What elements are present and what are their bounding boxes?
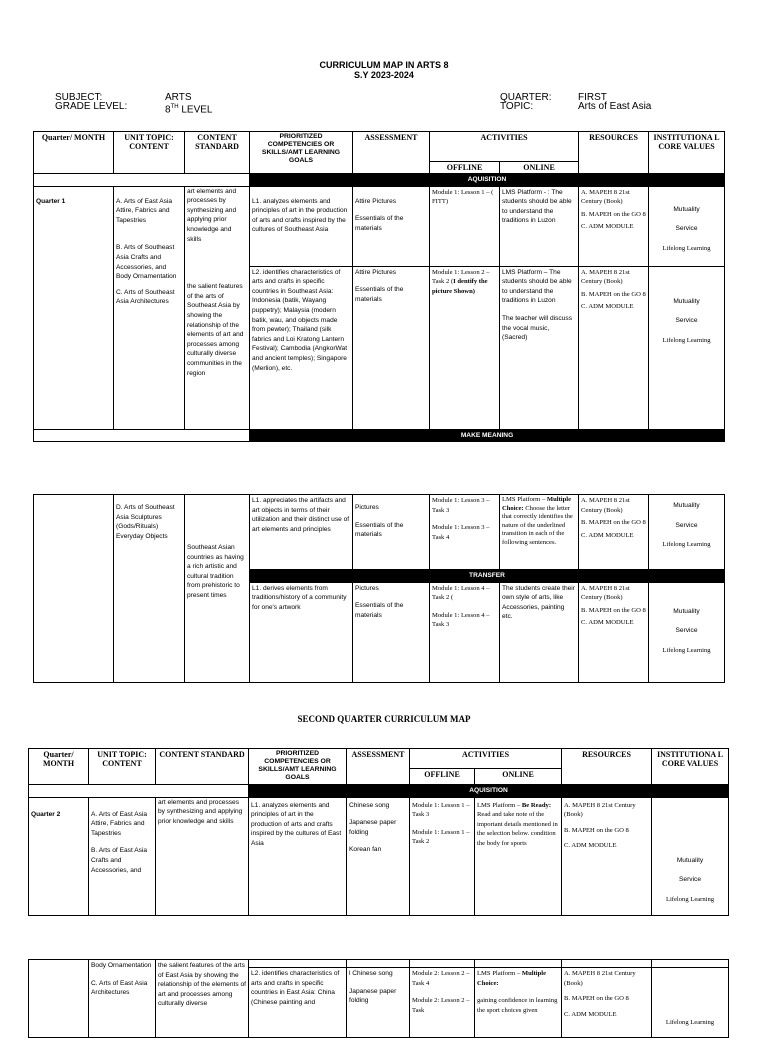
q1-online-1: LMS Platform - : The students should be able to understand the traditions in Luzon	[500, 186, 579, 266]
q1b-comp-1: L1. appreciates the artifacts and art objects in terms of their utilization and their distinct use of art elements and principles	[250, 495, 353, 570]
col-activities: ACTIVITIES	[430, 132, 579, 162]
res-a: A. MAPEH 8 21st Century (Book)	[581, 268, 630, 286]
q1-standard-b: the salient features of the arts of Southeast Asia by showing the relationship of the elements of art and processes among culturally diverse communities in the region	[187, 283, 244, 377]
subject-label: SUBJECT:	[55, 92, 103, 103]
col-resources: RESOURCES	[562, 749, 652, 785]
q1-standard-cell	[185, 186, 250, 429]
q1-assess-1b: Essentials of the materials	[355, 215, 404, 232]
q2-comp-1: L1. analyzes elements and principles of art in the production of arts and crafts inspired by the cultures of East Asia	[249, 797, 347, 916]
q1b-unit-d: D. Arts of Southeast Asia Sculptures (Gods/Rituals) Everyday Objects	[114, 495, 185, 683]
q1b-assess-2	[353, 582, 430, 682]
col-values: INSTITUTIONA L CORE VALUES	[649, 132, 725, 174]
value-mutuality: Mutuality	[676, 856, 704, 864]
q1b-offline-2b: Module 1: Lesson 4 – Task 3	[432, 611, 490, 629]
value-lifelong: Lifelong Learning	[662, 541, 711, 549]
q1-quarter: Quarter 1	[34, 186, 114, 429]
res-c: C. ADM MODULE	[581, 619, 634, 627]
res-b: B. MAPEH on the GO 8	[581, 290, 646, 298]
q1b-standard: Southeast Asian countries as having a rich artistic and cultural tradition from prehistoric to present times	[185, 495, 250, 683]
q1-resources-1	[579, 186, 649, 266]
grade-label: GRADE LEVEL:	[55, 101, 128, 112]
band-make-meaning: MAKE MEANING	[250, 429, 725, 442]
q2-assess-a: Chinese song	[349, 801, 390, 809]
q1b-offline-1b: Module 1: Lesson 3 – Task 4	[432, 524, 490, 541]
value-service: Service	[675, 521, 698, 529]
value-mutuality: Mutuality	[673, 205, 700, 213]
q1b-assess-2b: Essentials of the materials	[355, 602, 404, 619]
col-activities: ACTIVITIES	[410, 749, 562, 769]
q2b-unit-b: C. Arts of East Asia Architectures	[91, 979, 148, 997]
second-quarter-title: SECOND QUARTER CURRICULUM MAP	[297, 714, 471, 724]
q1b-comp-2: L1. derives elements from traditions/history of a community for one's artwork	[250, 582, 353, 682]
q1-assess-1	[353, 186, 430, 266]
res-a: A. MAPEH 8 21st Century (Book)	[564, 970, 636, 987]
q1b-offline-1	[430, 495, 500, 570]
q2-unit-cell	[89, 797, 156, 916]
q1b-online-1: LMS Platform – Multiple Choice: Choose the letter that correctly identifies the nature of the underlined transition in each of the following sentences.	[500, 495, 579, 570]
q1-assess-2	[353, 266, 430, 429]
quarter-value: FIRST	[578, 92, 607, 103]
subject-value: ARTS	[165, 92, 192, 103]
res-b: B. MAPEH on the GO 8	[564, 826, 629, 834]
q1-standard-a: art elements and processes by synthesizing and applying prior knowledge and skills	[187, 187, 237, 243]
q1-unit-a: A. Arts of East Asia Attire, Fabrics and Tapestries	[116, 197, 173, 224]
q1b-values-1	[649, 495, 725, 570]
value-lifelong: Lifelong Learning	[662, 244, 711, 252]
q2b-standard: the salient features of the arts of East Asia by showing the relationship of the elements of art and processes among culturally diverse	[156, 960, 249, 1038]
q1-resources-2	[579, 266, 649, 429]
q1b-offline-1a: Module 1: Lesson 3 – Task 3	[432, 497, 490, 514]
res-b: B. MAPEH on the GO 8	[564, 995, 629, 1003]
q2b-online-c: gaining confidence in learning the sport choices given	[477, 997, 558, 1014]
q2b-offline-b: Module 2: Lesson 2 – Task	[412, 997, 470, 1014]
q2-offline	[410, 797, 475, 916]
col-standard: CONTENT STANDARD	[156, 749, 249, 785]
q1-comp-2: L2. identifies characteristics of arts and crafts in specific countries in Southeast Asia: Indonesia (batik, Wayang puppetry); Malaysia (modern batik, wau, and objects made from pewter); Thailand (silk fabrics and Loi Kratong Lantern Festival); Cambodia (AngkorWat and ancient temples); Singapore (Merlion), etc.	[250, 266, 353, 429]
q2b-quarter	[29, 960, 89, 1038]
value-service: Service	[675, 627, 698, 635]
res-b: B. MAPEH on the GO 8	[581, 606, 646, 614]
col-competencies: PRIORITIZED COMPETENCIES OR SKILLS/AMT LEARNING GOALS	[249, 749, 347, 785]
topic-label: TOPIC:	[500, 101, 534, 112]
band-aquisition: AQUISITION	[250, 174, 725, 187]
col-assessment: ASSESSMENT	[353, 132, 430, 174]
q2b-resources	[562, 968, 652, 1038]
res-a: A. MAPEH 8 21st Century (Book)	[581, 497, 630, 514]
col-resources: RESOURCES	[579, 132, 649, 174]
q2b-unit-cell	[89, 960, 156, 1038]
band-aquisition: AQUISITION	[249, 785, 729, 798]
q2b-assess-a: l Chinese song	[349, 970, 393, 977]
q2-resources	[562, 797, 652, 916]
q1-offline-1: Module 1: Lesson 1 – ( FITT)	[430, 186, 500, 266]
col-offline: OFFLINE	[430, 162, 500, 174]
q1-unit-cell	[114, 186, 185, 429]
q2-offline-b: Module 1: Lesson 1 – Task 2	[412, 828, 470, 846]
col-offline: OFFLINE	[410, 769, 475, 785]
q1-assess-1a: Attire Pictures	[355, 197, 397, 205]
col-standard: CONTENT STANDARD	[185, 132, 250, 174]
q1b-curriculum-table	[33, 494, 725, 683]
res-c: C. ADM MODULE	[581, 223, 634, 231]
value-lifelong: Lifelong Learning	[665, 895, 715, 903]
q1-offline-2: Module 1: Lesson 2 – Task 2 (I dentify the picture Shown)	[430, 266, 500, 429]
res-c: C. ADM MODULE	[564, 1010, 617, 1018]
grade-value: 8TH LEVEL	[165, 104, 213, 116]
q1-unit-c: C. Arts of Southeast Asia Architectures	[116, 288, 175, 306]
q1b-offline-2a: Module 1: Lesson 4 – Task 2 (	[432, 584, 490, 602]
q1b-resources-2	[579, 582, 649, 682]
q1-online-2b: The teacher will discuss the vocal music, (Sacred)	[502, 314, 572, 342]
q1-online-2	[500, 266, 579, 429]
q1-assess-2a: Attire Pictures	[355, 268, 397, 276]
col-online: ONLINE	[475, 769, 562, 785]
col-competencies: PRIORITIZED COMPETENCIES OR SKILLS/AMT LEARNING GOALS	[250, 132, 353, 174]
q1-online-2a: LMS Platform – The students should be able to understand the traditions in Luzon	[502, 268, 572, 305]
res-c: C. ADM MODULE	[581, 531, 634, 539]
q2b-offline	[410, 968, 475, 1038]
res-b: B. MAPEH on the GO 8	[581, 519, 646, 527]
q2b-assess-b: Japanese paper folding	[349, 987, 397, 1005]
q2-assess	[347, 797, 410, 916]
col-quarter: Quarter/ MONTH	[29, 749, 89, 785]
value-service: Service	[675, 317, 698, 325]
res-a: A. MAPEH 8 21st Century (Book)	[581, 188, 630, 206]
col-unit: UNIT TOPIC: CONTENT	[114, 132, 185, 174]
res-a: A. MAPEH 8 21st Century (Book)	[564, 801, 636, 819]
q1b-values-2	[649, 582, 725, 682]
value-service: Service	[675, 225, 698, 233]
q2-unit-b: B. Arts of East Asia Crafts and Accessories, and	[91, 847, 148, 874]
q2-curriculum-table	[28, 748, 729, 916]
q2b-curriculum-table	[28, 959, 729, 1038]
value-lifelong: Lifelong Learning	[662, 336, 711, 344]
q2b-offline-a: Module 2: Lesson 2 – Task 4	[412, 970, 470, 987]
q1b-offline-2	[430, 582, 500, 682]
res-c: C. ADM MODULE	[564, 842, 617, 850]
q2b-online: LMS Platform – Multiple Choice: gaining confidence in learning the sport choices given	[475, 968, 562, 1038]
col-assessment: ASSESSMENT	[347, 749, 410, 785]
q1-curriculum-table	[33, 131, 725, 442]
res-a: A. MAPEH 8 21st Century (Book)	[581, 584, 630, 602]
q2-offline-a: Module 1: Lesson 1 – Task 3	[412, 801, 470, 819]
q1-assess-2b: Essentials of the materials	[355, 286, 404, 303]
q1b-assess-1a: Pictures	[355, 504, 379, 511]
q1b-online-2: The students create their own style of arts, like Accessories, painting etc.	[500, 582, 579, 682]
q2b-assess	[347, 968, 410, 1038]
col-quarter: Quarter/ MONTH	[34, 132, 114, 174]
q2-values	[652, 797, 729, 916]
value-mutuality: Mutuality	[673, 607, 700, 615]
col-online: ONLINE	[500, 162, 579, 174]
topic-value: Arts of East Asia	[578, 101, 652, 112]
quarter-label: QUARTER:	[500, 92, 552, 103]
value-lifelong: Lifelong Learning	[662, 646, 711, 654]
q1b-assess-1b: Essentials of the materials	[355, 521, 404, 539]
q1b-assess-1	[353, 495, 430, 570]
q1-comp-1: L1. analyzes elements and principles of art in the production of arts and crafts inspired by the cultures of Southeast Asia	[250, 186, 353, 266]
q1-values-2	[649, 266, 725, 429]
q1b-quarter	[34, 495, 114, 683]
value-service: Service	[679, 876, 702, 884]
q2-online: LMS Platform – Be Ready: Read and take note of the important details mentioned in the selection below. condition the body for sports	[475, 797, 562, 916]
q2b-unit-a: Body Ornamentation	[91, 962, 152, 969]
band-transfer: TRANSFER	[250, 570, 725, 583]
document-title: CURRICULUM MAP IN ARTS 8	[319, 60, 449, 70]
school-year: S.Y 2023-2024	[354, 70, 414, 80]
q2-assess-b: Japanese paper folding	[349, 819, 397, 836]
q2-standard: art elements and processes by synthesizing and applying prior knowledge and skills	[156, 797, 249, 916]
res-c: C. ADM MODULE	[581, 303, 634, 311]
q2b-comp: L2. identifies characteristics of arts and crafts in specific countries in East Asia: China (Chinese painting and	[249, 968, 347, 1038]
q1-values-1	[649, 186, 725, 266]
col-unit: UNIT TOPIC: CONTENT	[89, 749, 156, 785]
q1-unit-b: B. Arts of Southeast Asia Crafts and Accessories, and Body Ornamentation	[116, 244, 177, 281]
q2-assess-c: Korean fan	[349, 846, 382, 854]
q1b-assess-2a: Pictures	[355, 584, 379, 592]
res-b: B. MAPEH on the GO 8	[581, 210, 646, 218]
q1b-resources-1	[579, 495, 649, 570]
q2-quarter: Quarter 2	[29, 797, 89, 916]
q2b-values: Lifelong Learning	[652, 968, 729, 1038]
value-mutuality: Mutuality	[673, 502, 700, 509]
value-mutuality: Mutuality	[673, 297, 700, 305]
q2-unit-a: A. Arts of East Asia Attire, Fabrics and Tapestries	[91, 810, 148, 837]
col-values: INSTITUTIONA L CORE VALUES	[652, 749, 729, 785]
